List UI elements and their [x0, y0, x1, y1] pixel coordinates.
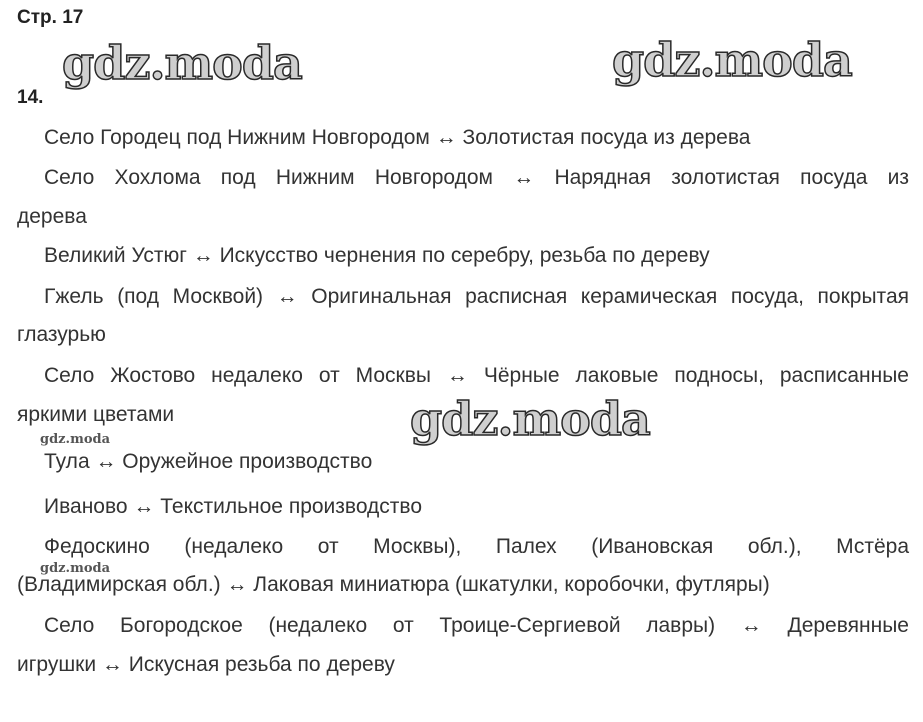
answer-line: (Владимирская обл.) ↔ Лаковая миниатюра (шкатулки, коробочки, футляры)	[17, 573, 770, 596]
answer-line: Иваново ↔ Текстильное производство	[44, 495, 423, 518]
answer-line: яркими цветами	[17, 403, 175, 426]
answer-line: Село Богородское (недалеко от Троице-Сергиевой лавры) ↔ Деревянные	[44, 614, 909, 637]
answer-line: дерева	[17, 205, 87, 228]
answer-line: Село Жостово недалеко от Москвы ↔ Чёрные лаковые подносы, расписанные	[44, 364, 909, 387]
watermark-logo: gdz.moda	[410, 392, 650, 446]
page-reference: Стр. 17	[17, 7, 84, 28]
answer-line: глазурью	[17, 323, 106, 346]
answer-line: Село Городец под Нижним Новгородом ↔ Золотистая посуда из дерева	[44, 126, 751, 149]
answer-line: Федоскино (недалеко от Москвы), Палех (Ивановская обл.), Мстёра	[44, 535, 909, 558]
answer-line: Великий Устюг ↔ Искусство чернения по серебру, резьба по дереву	[44, 244, 710, 267]
task-number: 14.	[17, 87, 44, 108]
answer-line: игрушки ↔ Искусная резьба по дереву	[17, 653, 395, 676]
answer-line: Гжель (под Москвой) ↔ Оригинальная расписная керамическая посуда, покрытая	[44, 285, 909, 308]
answer-line: Тула ↔ Оружейное производство	[44, 450, 373, 473]
watermark-logo: gdz.moda	[612, 33, 852, 87]
watermark-small: gdz.moda	[40, 561, 111, 576]
watermark-logo: gdz.moda	[62, 36, 302, 90]
answer-line: Село Хохлома под Нижним Новгородом ↔ Нарядная золотистая посуда из	[44, 166, 909, 189]
watermark-small: gdz.moda	[40, 432, 111, 447]
